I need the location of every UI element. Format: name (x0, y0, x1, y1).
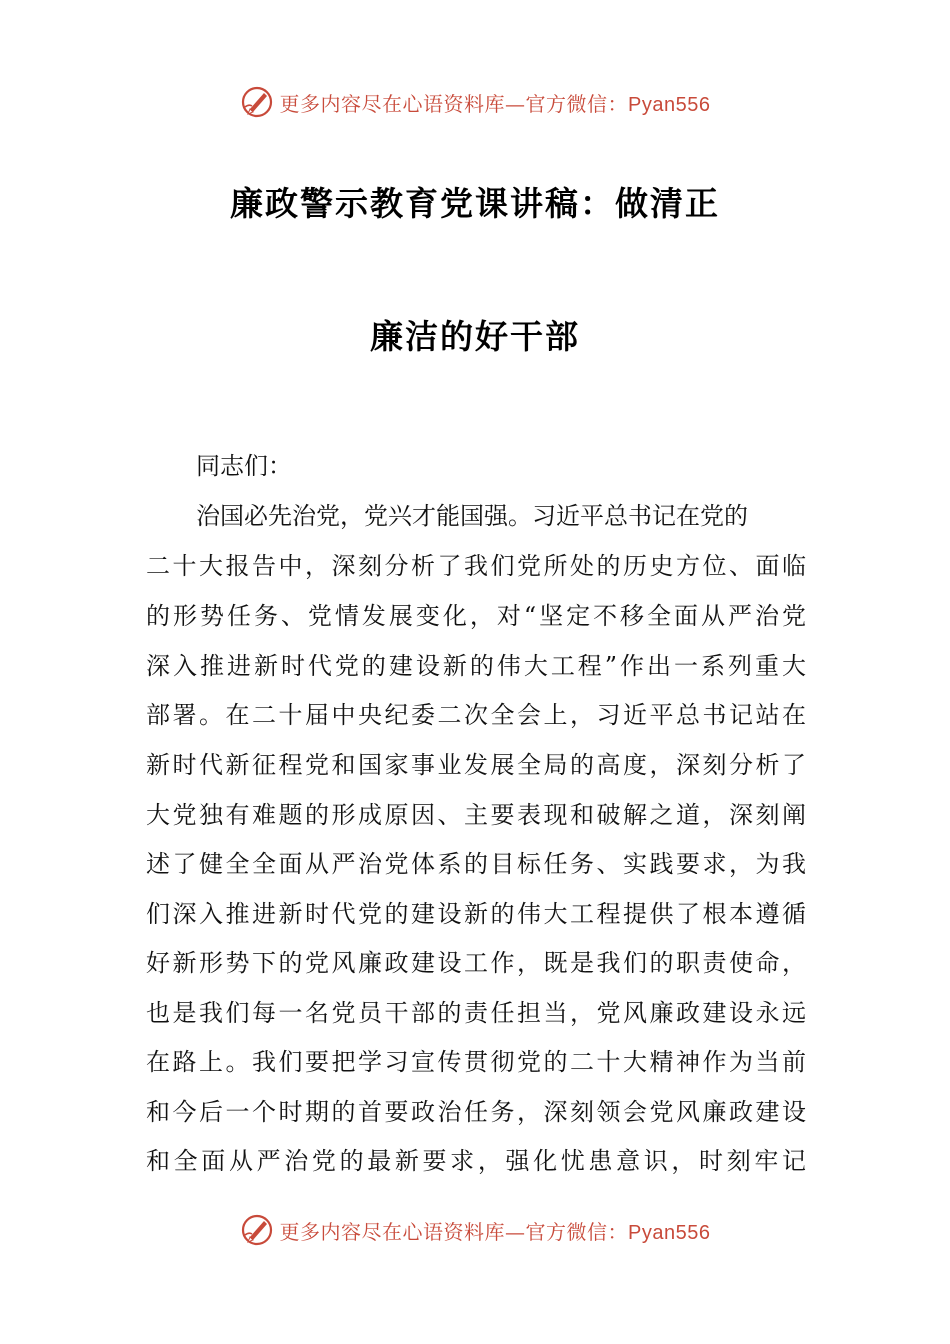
paragraph-line: 二十大报告中，深刻分析了我们党所处的历史方位、面临 (146, 552, 806, 580)
paragraph-line: 也是我们每一名党员干部的责任担当，党风廉政建设永远 (146, 999, 806, 1027)
pen-logo-icon (240, 1213, 274, 1247)
paragraph-line: 新时代新征程党和国家事业发展全局的高度，深刻分析了 (146, 751, 806, 779)
paragraph-line: 好新形势下的党风廉政建设工作，既是我们的职责使命， (146, 949, 806, 977)
paragraph-line: 们深入推进新时代党的建设新的伟大工程提供了根本遵循 (146, 900, 806, 928)
document-title-line-2: 廉洁的好干部 (370, 317, 580, 356)
banner-wechat-id: Pyan556 (628, 1221, 711, 1244)
banner-main-text: 更多内容尽在心语资料库 (279, 1219, 506, 1244)
paragraph-line: 在路上。我们要把学习宣传贯彻党的二十大精神作为当前 (146, 1048, 806, 1076)
banner-separator: — (505, 1219, 526, 1244)
banner-main-text: 更多内容尽在心语资料库 (279, 91, 506, 116)
paragraph-line: 的形势任务、党情发展变化，对“坚定不移全面从严治党 (146, 602, 806, 630)
paragraph-line: 和今后一个时期的首要政治任务，深刻领会党风廉政建设 (146, 1098, 806, 1126)
footer-banner (0, 1210, 950, 1250)
paragraph-line: 和全面从严治党的最新要求，强化忧患意识，时刻牢记 (146, 1147, 806, 1175)
banner-separator: — (505, 91, 526, 116)
paragraph-line: 述了健全全面从严治党体系的目标任务、实践要求，为我 (146, 850, 806, 878)
banner-wechat-label: 官方微信： (525, 1219, 629, 1244)
header-banner (0, 82, 950, 122)
banner-text (280, 1216, 711, 1245)
pen-logo-icon (240, 85, 274, 119)
salutation: 同志们： (196, 452, 292, 480)
banner-text (280, 88, 711, 117)
banner-wechat-id: Pyan556 (628, 93, 711, 116)
paragraph-line: 大党独有难题的形成原因、主要表现和破解之道，深刻阐 (146, 801, 806, 829)
paragraph-line: 深入推进新时代党的建设新的伟大工程”作出一系列重大 (146, 652, 806, 680)
paragraph-line: 治国必先治党，党兴才能国强。习近平总书记在党的 (196, 502, 748, 530)
paragraph-line: 部署。在二十届中央纪委二次全会上，习近平总书记站在 (146, 701, 806, 729)
banner-wechat-label: 官方微信： (525, 91, 629, 116)
document-title-line-1: 廉政警示教育党课讲稿：做清正 (230, 184, 720, 223)
